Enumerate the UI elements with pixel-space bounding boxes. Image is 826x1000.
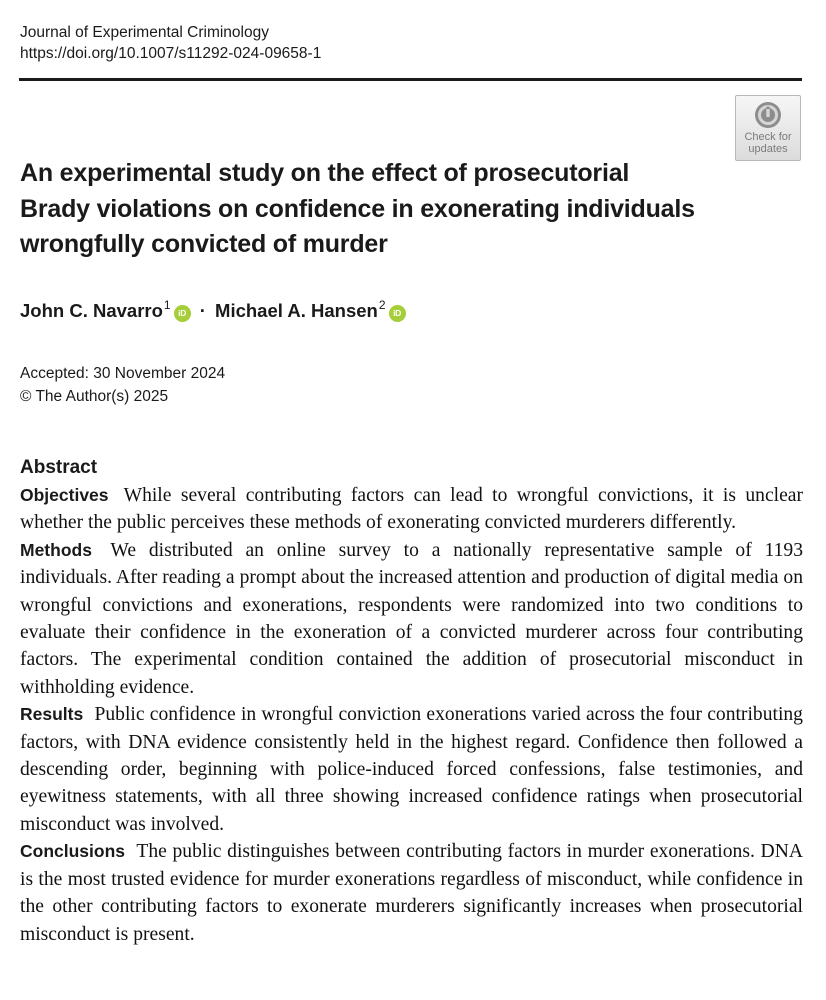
article-title	[20, 156, 760, 263]
abstract-heading: Abstract	[20, 457, 98, 478]
author-name[interactable]: John C. Navarro	[20, 300, 163, 321]
abstract-section-methods	[20, 537, 803, 701]
badge-line-1: Check for	[744, 131, 792, 143]
title-line-2: Brady violations on confidence in exonerating individuals	[20, 194, 695, 223]
orcid-icon[interactable]: iD	[174, 305, 191, 322]
section-text: The public distinguishes between contributing factors in murder exonerations. DNA is the most trusted evidence for murder exonerations regardless of misconduct, while confidence in the other contributing factors to exonerate murderers significantly increases when prosecutorial misconduct is present.	[20, 841, 804, 945]
journal-name: Journal of Experimental Criminology	[20, 24, 269, 41]
badge-label	[736, 132, 800, 155]
doi-link[interactable]: https://doi.org/10.1007/s11292-024-09658-1	[20, 45, 322, 62]
section-label: Objectives	[20, 485, 109, 505]
author-separator: ·	[199, 300, 206, 321]
title-line-1: An experimental study on the effect of prosecutorial	[20, 159, 630, 187]
copyright-notice: © The Author(s) 2025	[20, 387, 169, 405]
abstract-section-results	[20, 701, 803, 838]
affiliation-marker: 1	[163, 298, 171, 312]
badge-line-2: updates	[748, 142, 788, 155]
title-line-3: wrongfully convicted of murder	[20, 230, 388, 258]
section-label: Conclusions	[20, 841, 126, 862]
header-divider	[19, 78, 802, 81]
section-text: Public confidence in wrongful conviction exonerations varied across the four contributing factors, with DNA evidence consistently held in the highest regard. Confidence then followed a descending order, beginning with police-induced forced confessions, false testimonies, and eyewitness statements, with all three showing increased confidence ratings when prosecutorial misconduct was involved.	[20, 704, 803, 835]
article-meta	[20, 363, 225, 408]
author-list	[20, 298, 406, 324]
check-for-updates-badge[interactable]	[735, 95, 801, 161]
affiliation-marker: 2	[378, 298, 386, 312]
author-name[interactable]: Michael A. Hansen	[215, 300, 378, 321]
section-label: Methods	[20, 539, 92, 560]
journal-header	[20, 22, 321, 64]
check-for-updates-icon	[753, 100, 783, 130]
accepted-date: Accepted: 30 November 2024	[20, 365, 226, 382]
section-label: Results	[20, 704, 84, 725]
section-text: While several contributing factors can lead to wrongful convictions, it is unclear whether the public perceives these methods of exonerating convicted murderers differently.	[20, 485, 804, 534]
orcid-icon[interactable]: iD	[389, 305, 406, 322]
abstract-section-conclusions	[20, 838, 803, 948]
section-text: We distributed an online survey to a nationally representative sample of 1193 individuals. After reading a prompt about the increased attention and production of digital media on wrongful convictions and exonerations, respondents were randomized into two conditions to evaluate their confidence in the exoneration of a convicted murderer across four contributing factors. The experimental condition contained the addition of prosecutorial misconduct in withholding evidence.	[20, 539, 803, 698]
abstract-section-objectives	[20, 482, 803, 537]
abstract-body	[20, 482, 803, 948]
